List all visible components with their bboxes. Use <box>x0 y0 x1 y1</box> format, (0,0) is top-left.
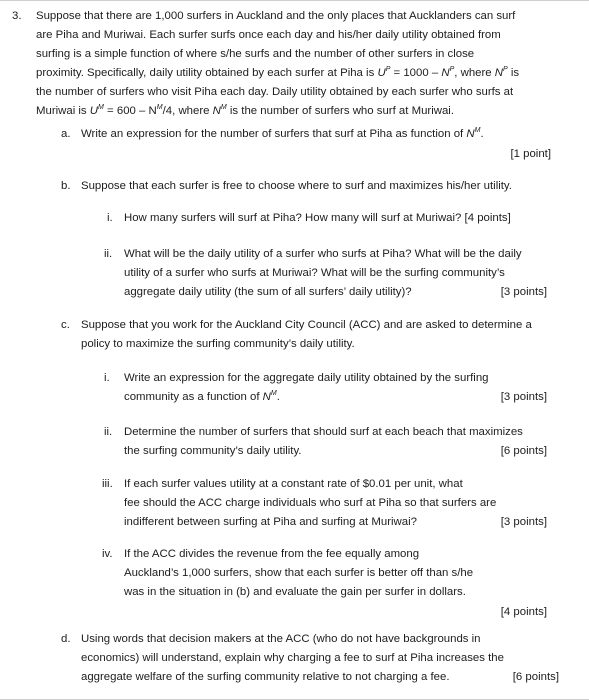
question-line: surfing is a simple function of where s/he surfs and the number of other surfers in close <box>36 48 475 60</box>
part-c-ii-points: [6 points] <box>500 445 547 457</box>
part-c-iv-line: Auckland’s 1,000 surfers, show that each surfer is better off than s/he <box>124 567 474 579</box>
question-line-muriwai-utility: Muriwai is $U^M = 600 - N^M/4$, where $N^M$ is the number of surfers who surf at Muriwai. <box>36 104 454 117</box>
part-c-iii-line: indifferent between surfing at Piha and surfing at Muriwai? <box>124 516 417 528</box>
part-c-iv-points: [4 points] <box>500 606 547 618</box>
part-c-ii-line: Determine the number of surfers that should surf at each beach that maximizes <box>124 426 523 438</box>
part-c-ii-line: the surfing community’s daily utility. <box>124 445 302 457</box>
part-d-points: [6 points] <box>512 671 559 683</box>
part-a-label: a. <box>61 128 71 140</box>
part-a-text: Write an expression for the number of surfers that surf at Piha as function of $N^M$. <box>81 127 484 140</box>
question-line: Suppose that there are 1,000 surfers in Auckland and the only places that Aucklanders can surf <box>36 10 516 22</box>
part-b-ii-line: utility of a surfer who surfs at Muriwai? What will be the surfing community’s <box>124 267 505 279</box>
part-b-ii-label: ii. <box>104 248 113 260</box>
question-line-piha-utility: proximity. Specifically, daily utility obtained by each surfer at Piha is $U^P = 1000 - N^P$, where $N^P$ is <box>36 66 520 79</box>
part-c-iii-line: fee should the ACC charge individuals who surf at Piha so that surfers are <box>124 497 497 509</box>
part-b-i-label: i. <box>107 212 113 224</box>
part-b-ii-line: What will be the daily utility of a surfer who surfs at Piha? What will be the daily <box>124 248 522 260</box>
part-c-iv-label: iv. <box>102 548 113 560</box>
part-c-line: Suppose that you work for the Auckland City Council (ACC) and are asked to determine a <box>81 319 532 331</box>
part-c-iii-line: If each surfer values utility at a constant rate of $0.01 per unit, what <box>124 478 463 490</box>
question-text <box>36 7 556 121</box>
part-a-points: [1 point] <box>510 148 551 160</box>
part-b-ii-points: [3 points] <box>500 286 547 298</box>
part-d-line: aggregate welfare of the surfing community relative to not charging a fee. <box>81 671 450 683</box>
part-d-line: Using words that decision makers at the ACC (who do not have backgrounds in <box>81 633 481 645</box>
question-line: the number of surfers who visit Piha each day. Daily utility obtained by each surfer who surfs at <box>36 86 514 98</box>
part-c-label: c. <box>61 319 70 331</box>
part-c-i-label: i. <box>104 372 110 384</box>
part-b-text: Suppose that each surfer is free to choose where to surf and maximizes his/her utility. <box>81 180 512 192</box>
part-c-i-line: Write an expression for the aggregate daily utility obtained by the surfing <box>124 372 489 384</box>
part-c-ii-label: ii. <box>104 426 113 438</box>
part-c-iv-line: If the ACC divides the revenue from the fee equally among <box>124 548 420 560</box>
question-line: are Piha and Muriwai. Each surfer surfs once each day and his/her daily utility obtained from <box>36 29 501 41</box>
part-c-i-points: [3 points] <box>500 391 547 403</box>
part-c-iii-points: [3 points] <box>500 516 547 528</box>
part-b-label: b. <box>61 180 71 192</box>
part-c-iv-line: was in the situation in (b) and evaluate the gain per surfer in dollars. <box>124 586 466 598</box>
part-b-i-text: How many surfers will surf at Piha? How many will surf at Muriwai? [4 points] <box>124 212 511 224</box>
part-d-label: d. <box>61 633 71 645</box>
top-border <box>0 0 589 1</box>
part-c-i-line: community as a function of $N^M$. <box>124 390 280 403</box>
part-b-ii-line: aggregate daily utility (the sum of all surfers’ daily utility)? <box>124 286 412 298</box>
part-c-line: policy to maximize the surfing community’s daily utility. <box>81 338 355 350</box>
part-d-line: economics) will understand, explain why charging a fee to surf at Piha increases the <box>81 652 504 664</box>
part-c-iii-label: iii. <box>102 478 113 490</box>
question-number: 3. <box>12 10 22 22</box>
